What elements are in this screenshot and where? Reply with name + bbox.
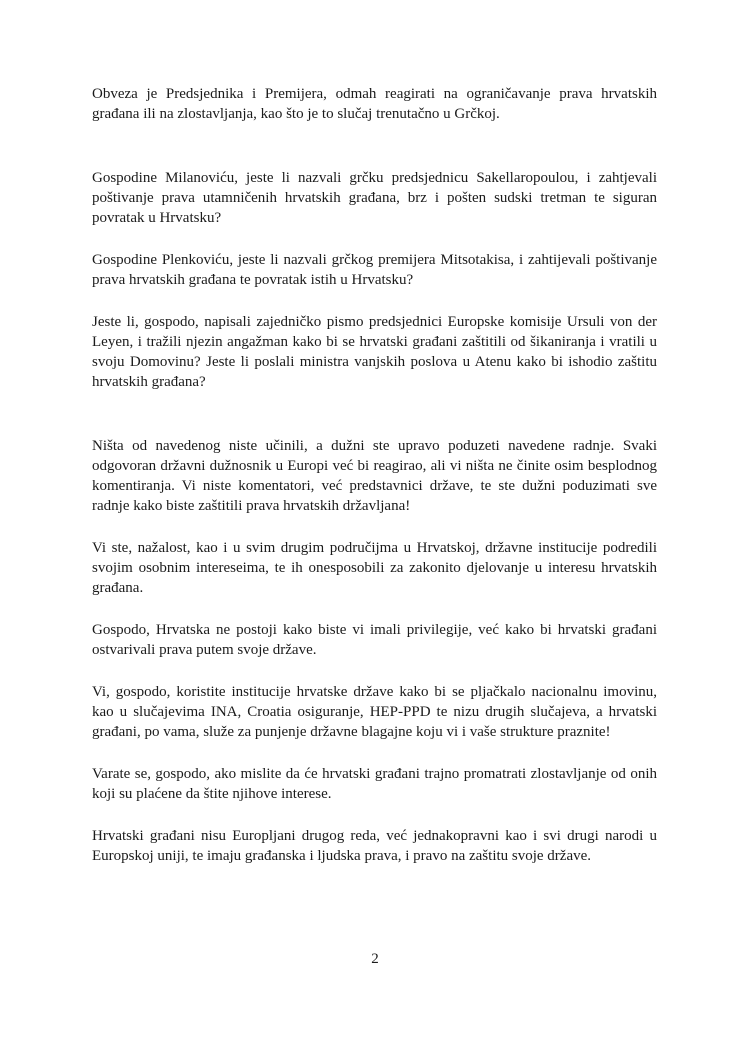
paragraph-milanovic: Gospodine Milanoviću, jeste li nazvali grčku predsjednicu Sakellaropoulou, i zahtjevali poštivanje prava utamničenih hrvatskih građana, brz i pošten sudski tretman te siguran povratak u Hrvatsku? [92, 170, 657, 226]
paragraph-obligation: Obveza je Predsjednika i Premijera, odmah reagirati na ograničavanje prava hrvatskih građana ili na zlostavljanja, kao što je to slučaj trenutačno u Grčkoj. [92, 86, 657, 122]
document-body [92, 84, 657, 866]
paragraph-joint-letter: Jeste li, gospodo, napisali zajedničko pismo predsjednici Europske komisije Ursuli von der Leyen, i tražili njezin angažman kako bi se hrvatski građani zaštitili od šikaniranja i vratili u svoju Domovinu? Jeste li poslali ministra vanjskih poslova u Atenu kako bi ishodio zaštitu hrvatskih građana? [92, 314, 657, 390]
paragraph-privileges: Gospodo, Hrvatska ne postoji kako biste vi imali privilegije, već kako bi hrvatski građani ostvarivali prava putem svoje države. [92, 622, 657, 658]
paragraph-plenkovic: Gospodine Plenkoviću, jeste li nazvali grčkog premijera Mitsotakisa, i zahtijevali poštivanje prava hrvatskih građana te povratak istih u Hrvatsku? [92, 252, 657, 288]
paragraph-mistaken: Varate se, gospodo, ako mislite da će hrvatski građani trajno promatrati zlostavljanje od onih koji su plaćene da štite njihove interese. [92, 766, 657, 802]
paragraph-plundering: Vi, gospodo, koristite institucije hrvatske države kako bi se pljačkalo nacionalnu imovinu, kao u slučajevima INA, Croatia osiguranje, HEP-PPD te nizu drugih slučajeva, a hrvatski građani, po vama, služe za punjenje državne blagajne koju vi i vaše strukture praznite! [92, 684, 657, 740]
page-number: 2 [371, 951, 379, 967]
paragraph-nothing-done: Ništa od navedenog niste učinili, a dužni ste upravo poduzeti navedene radnje. Svaki odgovoran državni dužnosnik u Europi već bi reagirao, ali vi ništa ne činite osim besplodnog komentiranja. Vi niste komentatori, već predstavnici države, te ste dužni poduzimati sve radnje kako biste zaštitili prava hrvatskih državljana! [92, 438, 657, 514]
paragraph-equal-rights: Hrvatski građani nisu Europljani drugog reda, već jednakopravni kao i svi drugi narodi u Europskoj uniji, te imaju građanska i ljudska prava, i pravo na zaštitu svoje države. [92, 828, 657, 864]
paragraph-institutions: Vi ste, nažalost, kao i u svim drugim područijma u Hrvatskoj, državne institucije podredili svojim osobnim intereseima, te ih onesposobili za zakonito djelovanje u interesu hrvatskih građana. [92, 540, 657, 596]
